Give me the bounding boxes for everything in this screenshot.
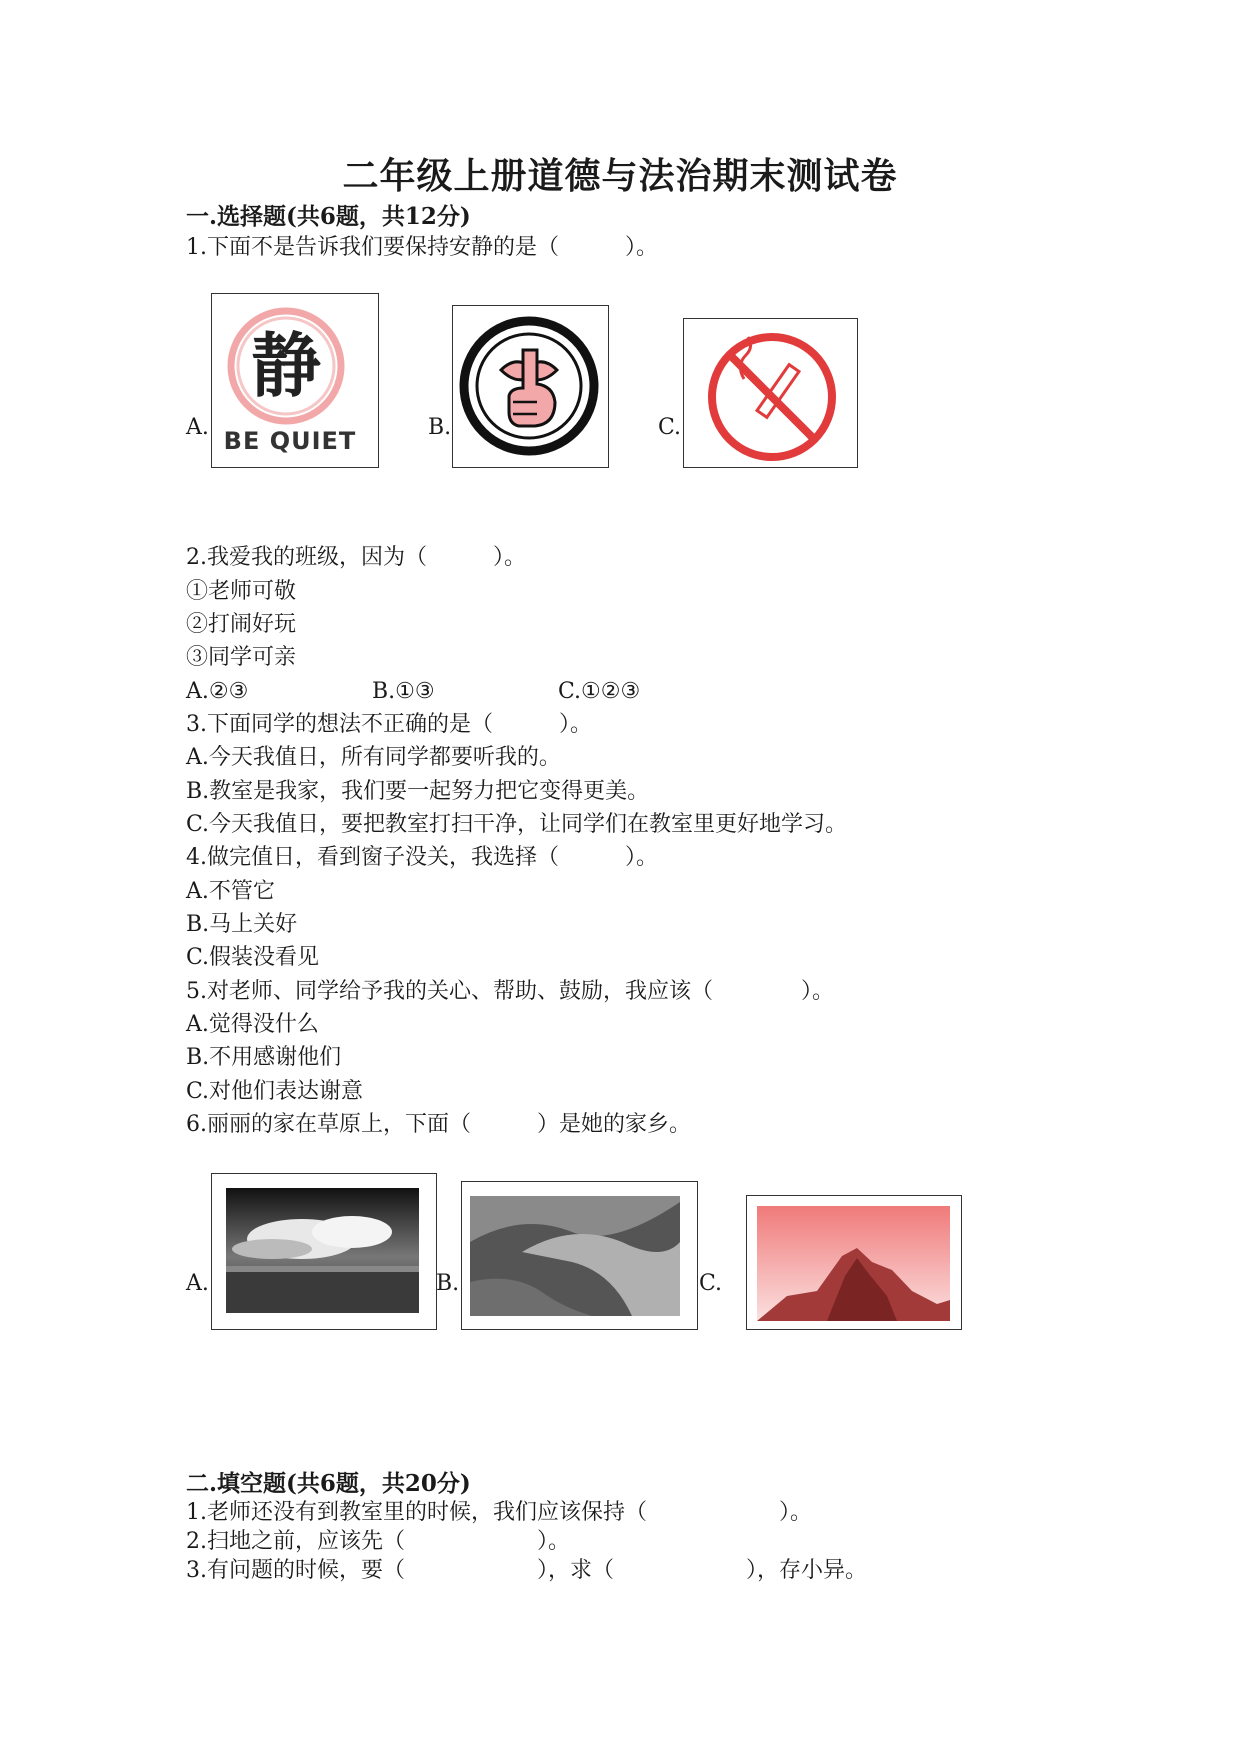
q1-option-c-label: C. [658,415,682,440]
q3-option-b: B.教室是我家，我们要一起努力把它变得更美。 [186,779,650,804]
fill-question-3: 3.有问题的时候，要（ ），求（ ），存小异。 [186,1558,867,1583]
be-quiet-character: 静 [251,324,321,407]
section-heading-choice: 一.选择题(共6题，共12分) [186,203,471,230]
question-2-stem: 2.我爱我的班级，因为（ ）。 [186,545,526,570]
q1-option-b-label: B. [428,415,452,440]
q3-option-a: A.今天我值日，所有同学都要听我的。 [186,745,561,770]
grassland-photo-icon [211,1173,437,1330]
fill-question-1: 1.老师还没有到教室里的时候，我们应该保持（ ）。 [186,1500,812,1525]
question-3-stem: 3.下面同学的想法不正确的是（ ）。 [186,712,592,737]
question-4-stem: 4.做完值日，看到窗子没关，我选择（ ）。 [186,845,658,870]
q1-option-a-label: A. [186,415,209,440]
q5-option-c: C.对他们表达谢意 [186,1079,364,1104]
q2-option-a: A.②③ [186,679,249,704]
q6-option-a-label: A. [186,1271,209,1296]
q2-option-c: C.①②③ [558,679,641,704]
finger-on-lips-sign-icon [452,305,609,468]
be-quiet-caption: BE QUIET [223,427,357,455]
q2-item-1: ①老师可敬 [186,579,297,604]
mountain-photo-icon [746,1195,962,1330]
section-heading-fill-in: 二.填空题(共6题，共20分) [186,1470,471,1497]
fill-question-2: 2.扫地之前，应该先（ ）。 [186,1529,570,1554]
q3-option-c: C.今天我值日，要把教室打扫干净，让同学们在教室里更好地学习。 [186,812,848,837]
question-1-stem: 1.下面不是告诉我们要保持安静的是（ ）。 [186,235,658,260]
q4-option-b: B.马上关好 [186,912,298,937]
q6-option-c-label: C. [699,1271,723,1296]
q4-option-c: C.假装没看见 [186,945,320,970]
q2-option-b: B.①③ [372,679,435,704]
desert-photo-icon [461,1181,698,1330]
q4-option-a: A.不管它 [186,879,275,904]
q2-item-3: ③同学可亲 [186,645,297,670]
question-6-stem: 6.丽丽的家在草原上，下面（ ）是她的家乡。 [186,1112,691,1137]
q2-item-2: ②打闹好玩 [186,612,297,637]
q5-option-b: B.不用感谢他们 [186,1045,342,1070]
q6-option-b-label: B. [436,1271,460,1296]
be-quiet-sign-icon [211,293,379,468]
no-smoking-sign-icon [683,318,858,468]
question-5-stem: 5.对老师、同学给予我的关心、帮助、鼓励，我应该（ ）。 [186,979,834,1004]
q5-option-a: A.觉得没什么 [186,1012,319,1037]
page-title: 二年级上册道德与法治期末测试卷 [342,155,898,197]
